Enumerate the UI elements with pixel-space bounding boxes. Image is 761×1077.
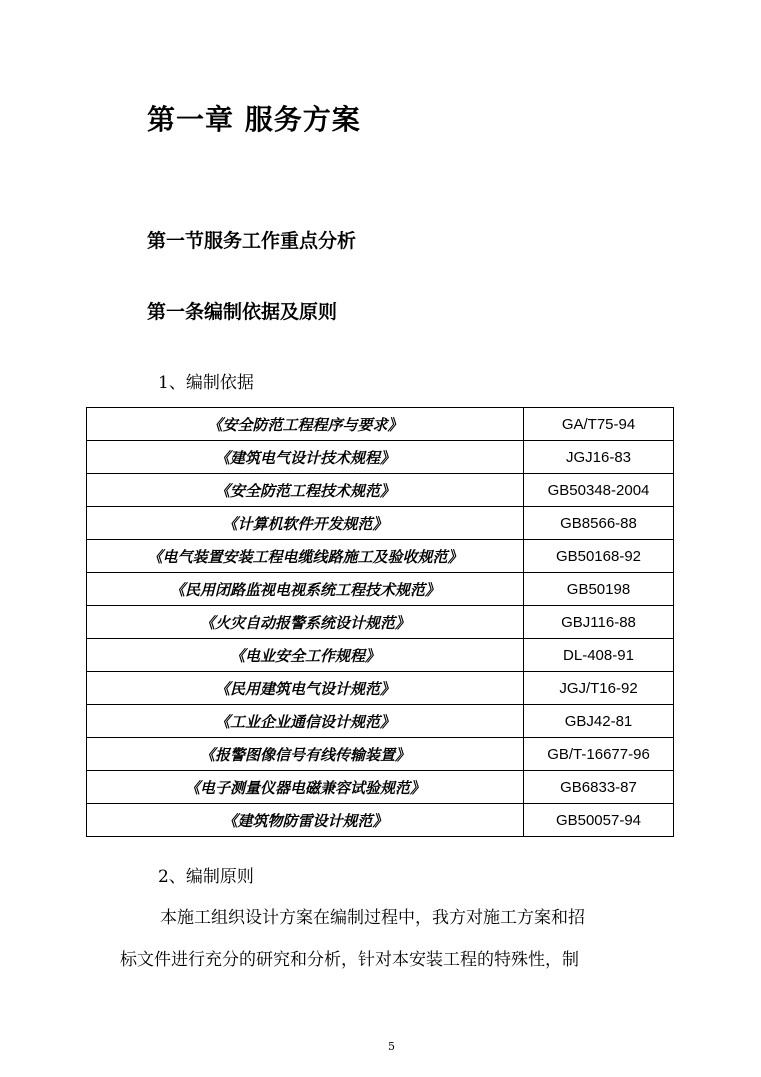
table-row <box>87 408 674 441</box>
standards-table <box>86 407 674 837</box>
table-row <box>87 441 674 474</box>
standard-code: GB6833-87 <box>524 771 674 804</box>
table-row <box>87 771 674 804</box>
standard-code: GBJ116-88 <box>524 606 674 639</box>
paragraph-line: 标文件进行充分的研究和分析，针对本安装工程的特殊性，制 <box>120 950 579 970</box>
standard-code: GBJ42-81 <box>524 705 674 738</box>
standard-code: JGJ16-83 <box>524 441 674 474</box>
standard-name: 《民用建筑电气设计规范》 <box>87 672 524 705</box>
standard-code: DL-408-91 <box>524 639 674 672</box>
standard-code: JGJ/T16-92 <box>524 672 674 705</box>
standard-name: 《建筑电气设计技术规程》 <box>87 441 524 474</box>
standard-name: 《建筑物防雷设计规范》 <box>87 804 524 837</box>
page-number: 5 <box>388 1040 395 1053</box>
article-title: 第一条编制依据及原则 <box>147 301 338 323</box>
basis-heading: 1、编制依据 <box>158 373 254 393</box>
table-row <box>87 804 674 837</box>
standard-name: 《火灾自动报警系统设计规范》 <box>87 606 524 639</box>
standard-name: 《工业企业通信设计规范》 <box>87 705 524 738</box>
table-row <box>87 738 674 771</box>
standard-name: 《报警图像信号有线传输装置》 <box>87 738 524 771</box>
standard-name: 《计算机软件开发规范》 <box>87 507 524 540</box>
standard-code: GB8566-88 <box>524 507 674 540</box>
standard-name: 《电子测量仪器电磁兼容试验规范》 <box>87 771 524 804</box>
standard-code: GB50198 <box>524 573 674 606</box>
table-row <box>87 639 674 672</box>
standard-name: 《电气装置安装工程电缆线路施工及验收规范》 <box>87 540 524 573</box>
standard-code: GB50168-92 <box>524 540 674 573</box>
table-row <box>87 606 674 639</box>
paragraph-line: 本施工组织设计方案在编制过程中，我方对施工方案和招 <box>160 908 585 928</box>
standard-name: 《电业安全工作规程》 <box>87 639 524 672</box>
table-row <box>87 540 674 573</box>
table-row <box>87 672 674 705</box>
standard-name: 《安全防范工程程序与要求》 <box>87 408 524 441</box>
table-row <box>87 705 674 738</box>
standard-code: GB50348-2004 <box>524 474 674 507</box>
standard-name: 《民用闭路监视电视系统工程技术规范》 <box>87 573 524 606</box>
section-title: 第一节服务工作重点分析 <box>147 230 357 252</box>
table-row <box>87 507 674 540</box>
standard-code: GB/T-16677-96 <box>524 738 674 771</box>
chapter-title: 第一章 服务方案 <box>147 103 361 136</box>
principles-heading: 2、编制原则 <box>158 867 254 887</box>
standard-code: GA/T75-94 <box>524 408 674 441</box>
table-row <box>87 474 674 507</box>
standard-name: 《安全防范工程技术规范》 <box>87 474 524 507</box>
table-row <box>87 573 674 606</box>
standard-code: GB50057-94 <box>524 804 674 837</box>
